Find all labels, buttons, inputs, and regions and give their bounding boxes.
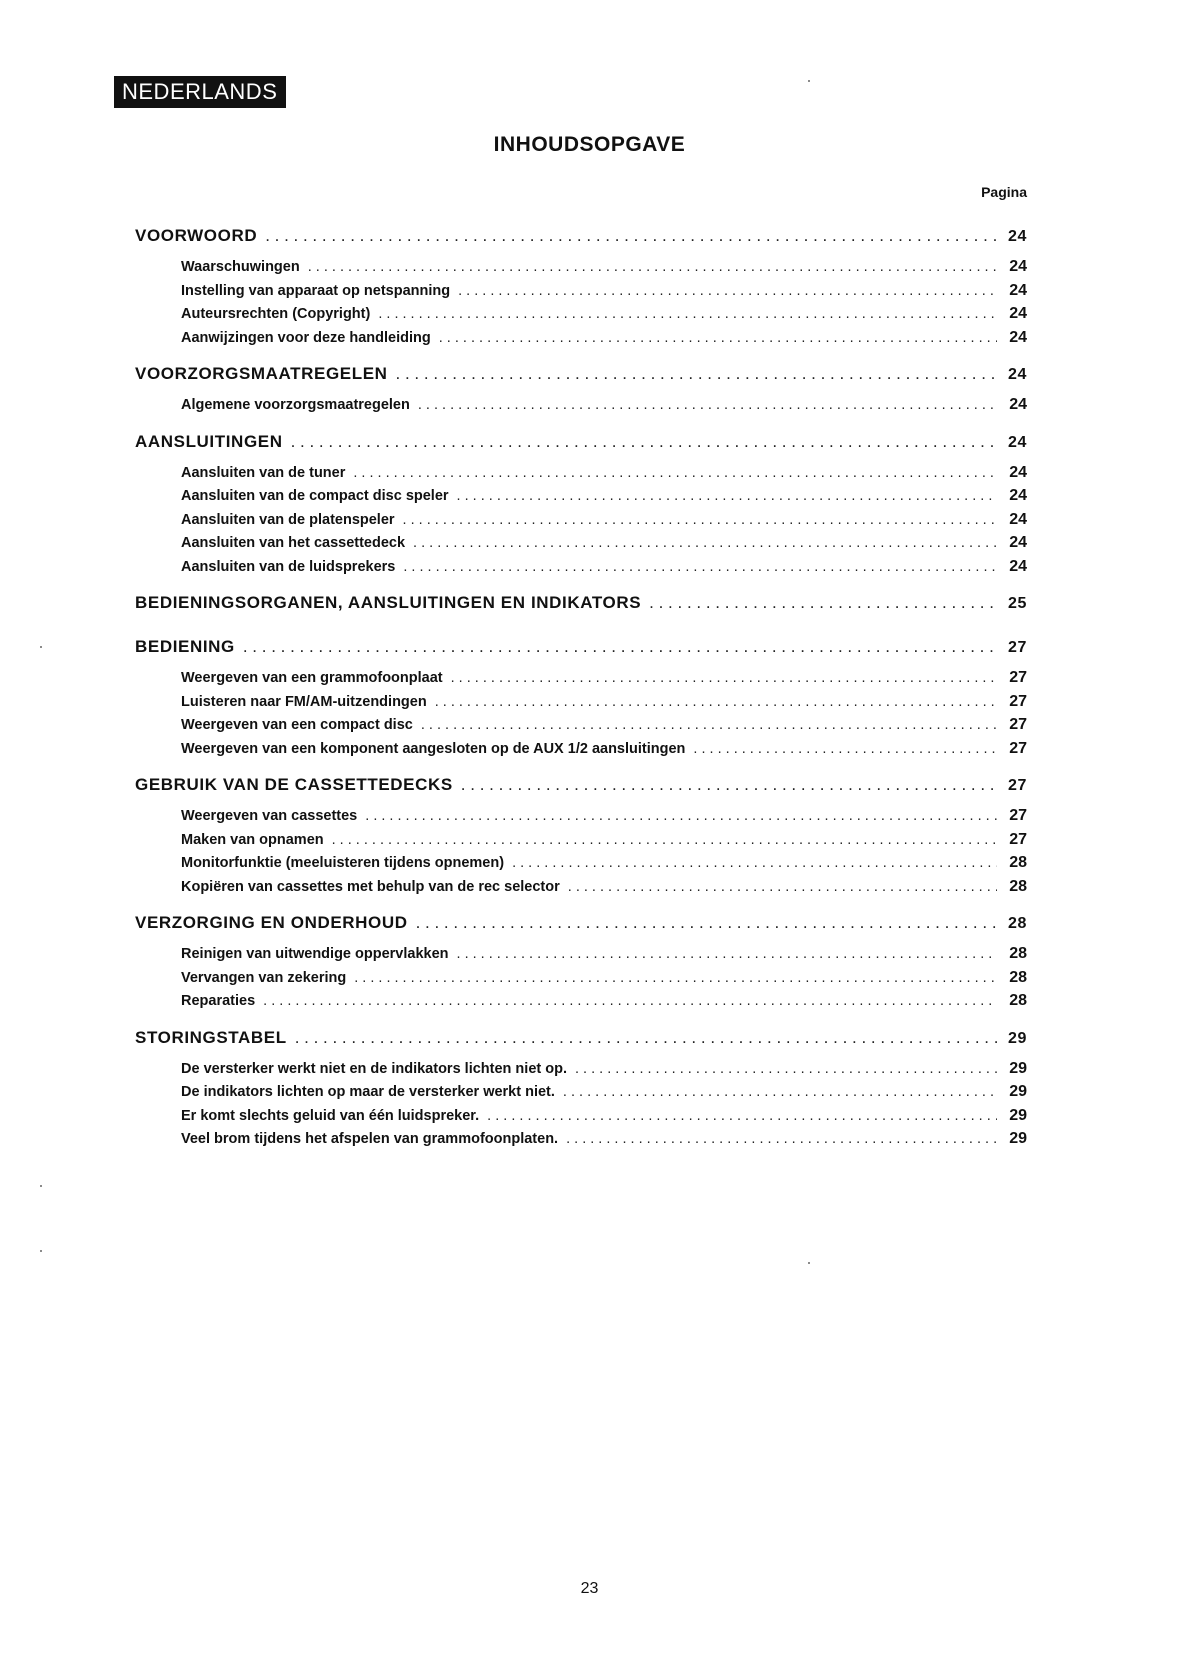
toc-section-heading-title: VOORZORGSMAATREGELEN <box>135 364 388 383</box>
toc-entry-title: Luisteren naar FM/AM-uitzendingen <box>181 693 427 710</box>
toc-entry-page: 24 <box>1009 328 1027 346</box>
toc-section-heading-page: 24 <box>1008 433 1027 451</box>
scan-speck <box>808 1262 810 1264</box>
table-of-contents <box>135 226 1027 1166</box>
dot-leader <box>418 397 997 413</box>
toc-entry-page: 27 <box>1009 716 1027 733</box>
toc-section-heading-page: 27 <box>1008 777 1027 794</box>
dot-leader <box>457 488 997 504</box>
dot-leader <box>365 808 997 824</box>
toc-entry <box>135 831 1027 855</box>
toc-entry-page: 24 <box>1009 305 1027 322</box>
toc-entry-page: 27 <box>1009 807 1027 824</box>
dot-leader <box>403 512 997 528</box>
toc-entry-title: Aansluiten van de platenspeler <box>181 511 395 528</box>
toc-entry-page: 24 <box>1009 463 1027 481</box>
toc-entry-title: Monitorfunktie (meeluisteren tijdens opnemen) <box>181 855 505 871</box>
page-column-label: Pagina <box>981 184 1027 200</box>
toc-entry-page: 28 <box>1009 854 1027 871</box>
toc-entry-title: Aansluiten van het cassettedeck <box>181 535 406 551</box>
toc-entry-page: 24 <box>1009 534 1027 551</box>
toc-section-heading-title: GEBRUIK VAN DE CASSETTEDECKS <box>135 775 453 794</box>
dot-leader <box>308 259 997 275</box>
toc-entry-title: Aansluiten van de luidsprekers <box>181 558 396 575</box>
toc-entry <box>135 396 1027 420</box>
toc-section-heading <box>135 432 1027 464</box>
toc-entry-page: 27 <box>1009 692 1027 710</box>
toc-section-heading <box>135 637 1027 669</box>
scan-speck <box>808 80 810 82</box>
toc-entry <box>135 534 1027 558</box>
toc-entry-title: Auteursrechten (Copyright) <box>181 306 371 322</box>
toc-entry <box>135 716 1027 740</box>
toc-section <box>135 775 1027 901</box>
toc-entry-page: 29 <box>1009 1059 1027 1077</box>
scan-speck <box>40 1185 42 1187</box>
page-title: INHOUDSOPGAVE <box>493 133 686 156</box>
toc-entry <box>135 969 1027 993</box>
dot-leader <box>439 330 997 346</box>
toc-section-heading-title: VOORWOORD <box>135 226 258 245</box>
dot-leader <box>512 855 997 871</box>
toc-entry <box>135 282 1027 306</box>
toc-entry-title: De indikators lichten op maar de versterker werkt niet. <box>181 1084 555 1100</box>
toc-entry <box>135 693 1027 717</box>
dot-leader <box>332 832 997 848</box>
toc-section-heading-title: VERZORGING EN ONDERHOUD <box>135 913 408 932</box>
toc-entry <box>135 487 1027 511</box>
toc-entry <box>135 511 1027 535</box>
dot-leader <box>563 1084 997 1100</box>
dot-leader <box>291 432 997 452</box>
toc-entry <box>135 992 1027 1016</box>
toc-section <box>135 593 1027 625</box>
toc-section <box>135 364 1027 420</box>
toc-section-heading-page: 29 <box>1008 1029 1027 1047</box>
toc-entry-page: 29 <box>1009 1130 1027 1147</box>
toc-section-heading-title: STORINGSTABEL <box>135 1027 287 1047</box>
toc-entry-title: Waarschuwingen <box>181 259 300 275</box>
toc-section-heading-page: 24 <box>1008 228 1027 245</box>
toc-entry <box>135 329 1027 353</box>
toc-entry <box>135 669 1027 693</box>
toc-section-heading-title: BEDIENINGSORGANEN, AANSLUITINGEN EN INDIKATORS <box>135 593 642 612</box>
toc-entry-title: Veel brom tijdens het afspelen van grammofoonplaten. <box>181 1131 559 1147</box>
dot-leader <box>403 559 997 575</box>
toc-entry <box>135 1107 1027 1131</box>
dot-leader <box>421 717 997 733</box>
toc-entry-title: Weergeven van een komponent aangesloten op de AUX 1/2 aansluitingen <box>181 740 686 757</box>
dot-leader <box>487 1108 997 1124</box>
toc-entry <box>135 740 1027 764</box>
toc-entry-title: Reparaties <box>181 993 256 1009</box>
toc-entry-page: 24 <box>1009 557 1027 575</box>
toc-entry-title: Aansluiten van de tuner <box>181 464 346 481</box>
dot-leader <box>396 364 997 384</box>
toc-entry-page: 27 <box>1009 739 1027 757</box>
dot-leader <box>566 1131 997 1147</box>
toc-entry <box>135 258 1027 282</box>
toc-entry-page: 27 <box>1009 830 1027 848</box>
toc-entry-page: 29 <box>1009 1083 1027 1100</box>
toc-section-heading-title: AANSLUITINGEN <box>135 431 283 451</box>
dot-leader <box>649 593 997 613</box>
dot-leader <box>378 306 997 322</box>
toc-section-heading <box>135 226 1027 258</box>
toc-entry-page: 28 <box>1009 877 1027 895</box>
toc-entry-page: 29 <box>1009 1106 1027 1124</box>
toc-entry-page: 24 <box>1009 396 1027 413</box>
toc-entry <box>135 807 1027 831</box>
dot-leader <box>435 694 997 710</box>
dot-leader <box>451 670 997 686</box>
toc-section-heading-title: BEDIENING <box>135 637 235 656</box>
toc-entry-title: Vervangen van zekering <box>181 969 347 986</box>
toc-entry-title: Maken van opnamen <box>181 831 324 848</box>
toc-entry <box>135 1083 1027 1107</box>
toc-entry-page: 24 <box>1009 510 1027 528</box>
dot-leader <box>461 775 997 795</box>
toc-section <box>135 913 1027 1016</box>
toc-entry-title: Weergeven van een compact disc <box>181 717 413 733</box>
dot-leader <box>353 465 997 481</box>
toc-entry-page: 24 <box>1009 487 1027 504</box>
page-number: 23 <box>580 1580 599 1597</box>
dot-leader <box>458 283 997 299</box>
dot-leader <box>575 1061 997 1077</box>
dot-leader <box>457 946 997 962</box>
toc-section-heading <box>135 364 1027 396</box>
toc-section-heading <box>135 1028 1027 1060</box>
toc-entry-page: 28 <box>1009 992 1027 1009</box>
dot-leader <box>354 970 997 986</box>
toc-entry-title: Weergeven van een grammofoonplaat <box>181 670 443 686</box>
language-badge: NEDERLANDS <box>114 76 286 108</box>
toc-entry-page: 24 <box>1009 281 1027 299</box>
toc-entry-page: 24 <box>1009 258 1027 275</box>
toc-entry-title: Aansluiten van de compact disc speler <box>181 488 449 504</box>
toc-section <box>135 432 1027 582</box>
toc-entry-title: Reinigen van uitwendige oppervlakken <box>181 946 449 962</box>
dot-leader <box>416 913 997 933</box>
dot-leader <box>413 535 997 551</box>
toc-entry-title: Kopiëren van cassettes met behulp van de rec selector <box>181 878 560 895</box>
dot-leader <box>243 637 997 657</box>
toc-entry <box>135 305 1027 329</box>
toc-entry <box>135 464 1027 488</box>
toc-entry-page: 27 <box>1009 669 1027 686</box>
toc-section <box>135 226 1027 352</box>
toc-section-heading-page: 27 <box>1008 639 1027 656</box>
toc-section-heading <box>135 593 1027 625</box>
toc-entry <box>135 854 1027 878</box>
toc-section-heading-page: 24 <box>1008 366 1027 383</box>
toc-entry-title: Aanwijzingen voor deze handleiding <box>181 329 431 346</box>
dot-leader <box>265 226 997 246</box>
dot-leader <box>568 879 997 895</box>
toc-entry-page: 28 <box>1009 968 1027 986</box>
toc-section-heading <box>135 913 1027 945</box>
dot-leader <box>693 741 997 757</box>
dot-leader <box>295 1028 997 1048</box>
toc-entry <box>135 1060 1027 1084</box>
toc-section-heading <box>135 775 1027 807</box>
toc-entry <box>135 558 1027 582</box>
scan-speck <box>40 646 42 648</box>
toc-entry-title: Instelling van apparaat op netspanning <box>181 282 451 299</box>
toc-entry <box>135 945 1027 969</box>
toc-section-heading-page: 28 <box>1008 915 1027 932</box>
toc-entry-page: 28 <box>1009 945 1027 962</box>
toc-entry <box>135 878 1027 902</box>
scan-speck <box>40 1250 42 1252</box>
toc-entry-title: Algemene voorzorgsmaatregelen <box>181 397 410 413</box>
dot-leader <box>263 993 997 1009</box>
toc-entry-title: De versterker werkt niet en de indikators lichten niet op. <box>181 1060 567 1077</box>
toc-section-heading-page: 25 <box>1008 595 1027 612</box>
toc-entry-title: Weergeven van cassettes <box>181 808 358 824</box>
toc-section <box>135 637 1027 763</box>
toc-entry-title: Er komt slechts geluid van één luidspreker. <box>181 1107 480 1124</box>
toc-entry <box>135 1130 1027 1154</box>
toc-section <box>135 1028 1027 1154</box>
